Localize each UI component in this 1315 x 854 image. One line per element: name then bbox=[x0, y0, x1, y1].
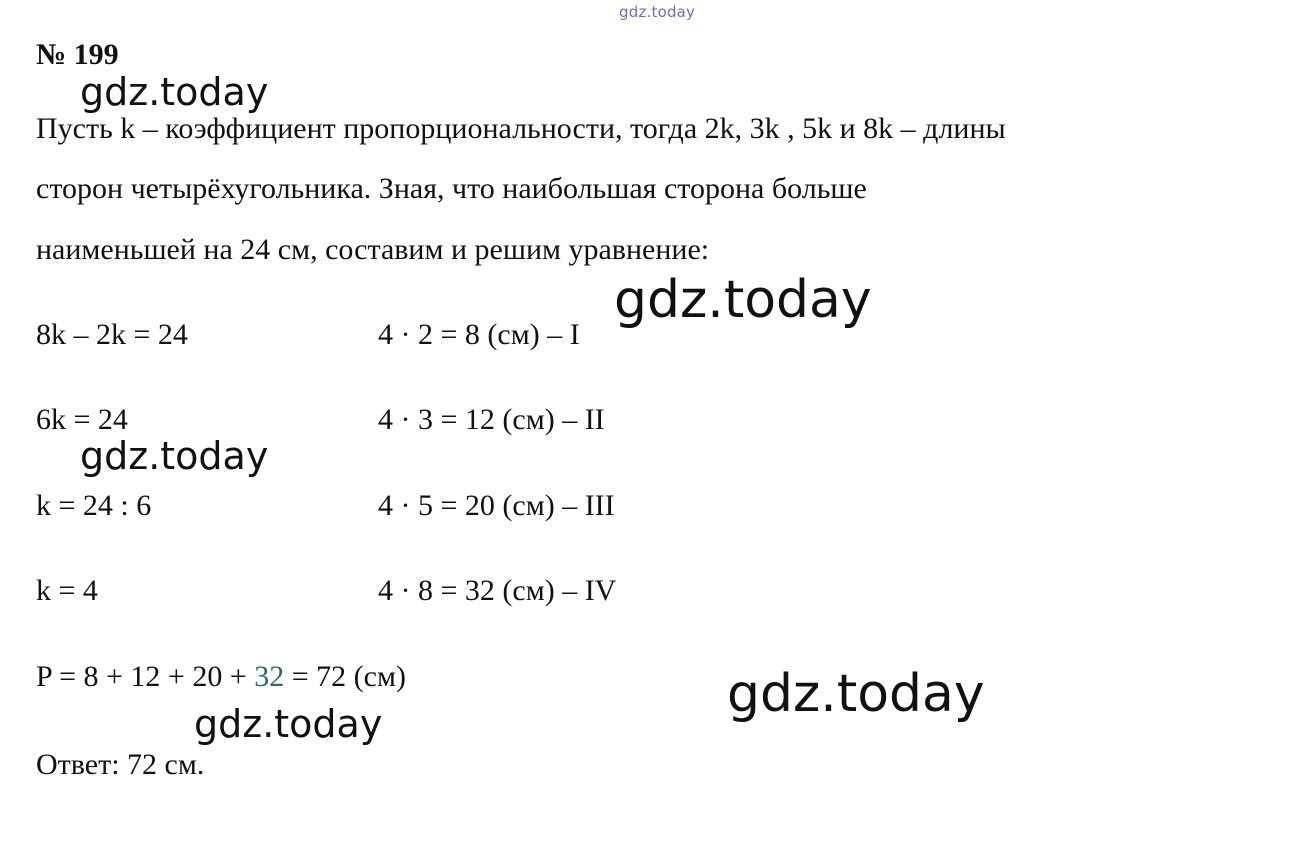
watermark-5: gdz.today bbox=[194, 702, 383, 746]
task-number: № 199 bbox=[36, 38, 119, 71]
equation-left-3: k = 24 : 6 bbox=[36, 489, 152, 522]
paragraph-line-1: Пусть k – коэффициент пропорциональности, тогда 2k, 3k , 5k и 8k – длины bbox=[36, 112, 1006, 145]
equation-right-4: 4 · 8 = 32 (см) – IV bbox=[378, 574, 617, 607]
equation-right-1: 4 · 2 = 8 (см) – I bbox=[378, 318, 580, 351]
equation-left-4: k = 4 bbox=[36, 574, 98, 607]
watermark-4: gdz.today bbox=[727, 664, 985, 724]
equation-left-2: 6k = 24 bbox=[36, 403, 128, 436]
source-watermark-top: gdz.today bbox=[619, 3, 696, 21]
equation-right-3: 4 · 5 = 20 (см) – III bbox=[378, 489, 615, 522]
paragraph-line-3: наименьшей на 24 см, составим и решим уравнение: bbox=[36, 233, 710, 266]
paragraph-line-2: сторон четырёхугольника. Зная, что наибольшая сторона больше bbox=[36, 172, 867, 205]
perimeter-end: = 72 (см) bbox=[284, 660, 406, 693]
answer-line: Ответ: 72 см. bbox=[36, 748, 205, 781]
equation-left-1: 8k – 2k = 24 bbox=[36, 318, 188, 351]
perimeter-equation bbox=[36, 660, 406, 694]
equation-right-2: 4 · 3 = 12 (см) – II bbox=[378, 403, 605, 436]
watermark-1: gdz.today bbox=[80, 70, 269, 114]
watermark-3: gdz.today bbox=[80, 434, 269, 478]
watermark-2: gdz.today bbox=[614, 270, 872, 330]
perimeter-start: P = 8 + 12 + 20 + bbox=[36, 660, 255, 693]
perimeter-highlight: 32 bbox=[254, 660, 285, 693]
